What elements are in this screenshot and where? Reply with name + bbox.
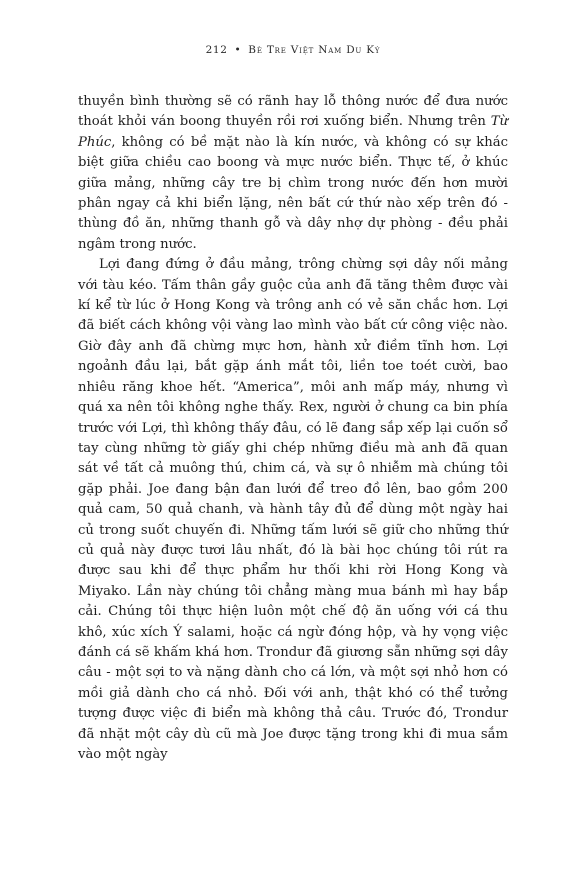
paragraph-1-text-2: , không có bề mặt nào là kín nước, và không có sự khác biệt giữa chiều cao boong và mực nước biển. Thực tế, ở khúc giữa mảng, những cây tre bị chìm trong nước đến hơn mười phân ngay cả khi biển lặng, nên bất cứ thứ nào xếp trên đó - thùng đồ ăn, những thanh gỗ và dây nhợ dự phòng - đều phải ngâm trong nước.: [78, 134, 508, 252]
running-header: [0, 44, 586, 56]
boat-name-italic: Từ Phúc: [78, 114, 508, 150]
book-title: Bè Tre Việt Nam Du Ký: [248, 44, 381, 56]
paragraph-2: [78, 255, 508, 765]
paragraph-2-text: Lợi đang đứng ở đầu mảng, trông chừng sợi dây nối mảng với tàu kéo. Tấm thân gầy guộc của anh đã tăng thêm được vài kí kể từ lúc ở Hong Kong và trông anh có vẻ săn chắc hơn. Lợi đã biết cách không vội vàng lao mình vào bất cứ công việc nào. Giờ đây anh đã chừng mực hơn, hành xử điềm tĩnh hơn. Lợi ngoảnh đầu lại, bắt gặp ánh mắt tôi, liền toe toét cười, bao nhiêu răng khoe hết. “America”, môi anh mấp máy, nhưng vì quá xa nên tôi không nghe thấy. Rex, người ở chung ca bin phía trước với Lợi, thì không thấy đâu, có lẽ đang sắp xếp lại cuốn sổ tay cùng những tờ giấy ghi chép những điều mà anh đã quan sát về tất cả muông thú, chim cá, và sự ô nhiễm mà chúng tôi gặp phải. Joe đang bận đan lưới để treo đồ lên, bao gồm 200 quả cam, 50 quả chanh, và hành tây đủ để dùng một ngày hai củ trong suốt chuyến đi. Những tấm lưới sẽ giữ cho những thứ củ quả này được tươi lâu nhất, đó là bài học chúng tôi rút ra được sau khi để thực phẩm hư thối khi rời Hong Kong và Miyako. Lần này chúng tôi chẳng màng mua bánh mì hay bắp cải. Chúng tôi thực hiện luôn một chế độ ăn uống với cá thu khô, xúc xích Ý salami, hoặc cá ngừ đóng hộp, và hy vọng việc đánh cá sẽ khấm khá hơn. Trondur đã giương sẵn những sợi dây câu - một sợi to và nặng dành cho cá lớn, và một sợi nhỏ hơn có mồi giả dành cho cá nhỏ. Đối với anh, thật khó có thể tưởng tượng được việc đi biển mà không thả câu. Trước đó, Trondur đã nhặt một cây dù cũ mà Joe được tặng trong khi đi mua sắm vào một ngày: [78, 257, 508, 762]
header-separator: •: [234, 44, 242, 56]
page-number: 212: [205, 44, 228, 56]
paragraph-1: [78, 92, 508, 255]
paragraph-1-text-1: thuyền bình thường sẽ có rãnh hay lỗ thông nước để đưa nước thoát khỏi ván boong thuyền rồi rơi xuống biển. Nhưng trên: [78, 94, 508, 130]
body-text: [78, 92, 508, 765]
